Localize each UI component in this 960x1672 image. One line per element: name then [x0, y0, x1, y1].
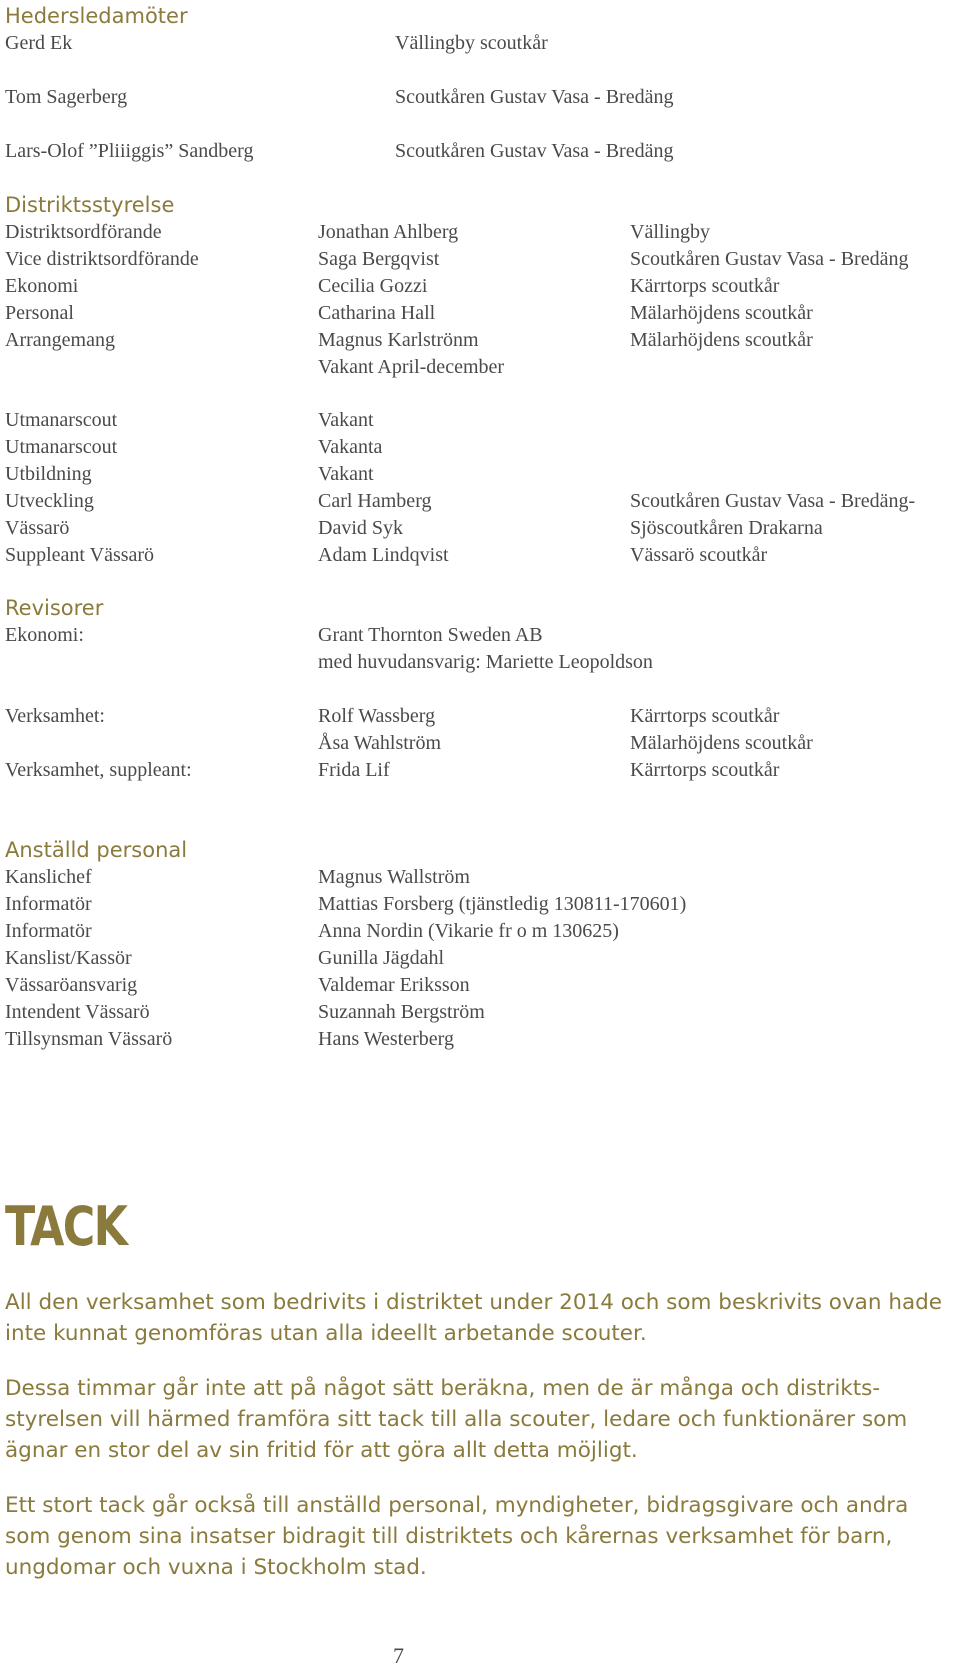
- staff-name: Mattias Forsberg (tjänstledig 130811-170601): [318, 893, 687, 915]
- board-kar: Sjöscoutkåren Drakarna: [630, 517, 823, 539]
- board-role: Ekonomi: [5, 275, 79, 297]
- auditor-name: Grant Thornton Sweden AB: [318, 624, 543, 646]
- board-role: Vice distriktsordförande: [5, 248, 199, 270]
- board-name: Jonathan Ahlberg: [318, 221, 459, 243]
- board-kar: Kärrtorps scoutkår: [630, 275, 780, 297]
- auditor-kar: Mälarhöjdens scoutkår: [630, 732, 813, 754]
- section-heading-revisorer: Revisorer: [5, 596, 104, 620]
- staff-role: Informatör: [5, 920, 92, 942]
- board-kar: Vällingby: [630, 221, 710, 243]
- board-name: Cecilia Gozzi: [318, 275, 428, 297]
- tack-paragraph-1: All den verksamhet som bedrivits i distriktet under 2014 och som beskrivits ovan hade inte kunnat genomföras utan alla ideellt arbetande scouter.: [5, 1290, 942, 1346]
- board-name: Saga Bergqvist: [318, 248, 440, 270]
- auditor-name: Åsa Wahlström: [318, 732, 442, 754]
- section-heading-hedersledamoter: Hedersledamöter: [5, 4, 188, 28]
- section-heading-distriktsstyrelse: Distriktsstyrelse: [5, 193, 175, 217]
- member-name: Tom Sagerberg: [5, 86, 128, 108]
- board-name: Vakant April-december: [318, 356, 505, 378]
- page-number: 7: [393, 1643, 404, 1668]
- board-name: Carl Hamberg: [318, 490, 432, 512]
- board-role: Personal: [5, 302, 74, 324]
- auditor-kar: Kärrtorps scoutkår: [630, 705, 780, 727]
- auditor-role: Verksamhet, suppleant:: [5, 759, 192, 781]
- auditor-kar: Kärrtorps scoutkår: [630, 759, 780, 781]
- board-role: Arrangemang: [5, 329, 115, 351]
- staff-name: Anna Nordin (Vikarie fr o m 130625): [318, 920, 619, 942]
- board-name: Catharina Hall: [318, 302, 436, 324]
- staff-role: Intendent Vässarö: [5, 1001, 150, 1023]
- board-role: Utmanarscout: [5, 436, 118, 458]
- staff-role: Kanslichef: [5, 866, 92, 888]
- tack-paragraph-2: Dessa timmar går inte att på något sätt beräkna, men de är många och distrikts-styrelsen vill härmed framföra sitt tack till alla scouter, ledare och funktionärer som ägnar en stor del av sin fritid för att göra allt detta möjligt.: [5, 1376, 908, 1463]
- board-role: Utmanarscout: [5, 409, 118, 431]
- staff-name: Gunilla Jägdahl: [318, 947, 445, 969]
- staff-name: Hans Westerberg: [318, 1028, 454, 1050]
- member-name: Gerd Ek: [5, 32, 73, 54]
- board-role: Distriktsordförande: [5, 221, 162, 243]
- board-name: David Syk: [318, 517, 403, 539]
- member-kar: Scoutkåren Gustav Vasa - Bredäng: [395, 140, 674, 162]
- staff-role: Kanslist/Kassör: [5, 947, 132, 969]
- staff-role: Tillsynsman Vässarö: [5, 1028, 173, 1050]
- member-kar: Scoutkåren Gustav Vasa - Bredäng: [395, 86, 674, 108]
- section-heading-anstalld-personal: Anställd personal: [5, 838, 188, 862]
- auditor-name: med huvudansvarig: Mariette Leopoldson: [318, 651, 653, 673]
- board-role: Suppleant Vässarö: [5, 544, 155, 566]
- staff-name: Magnus Wallström: [318, 866, 470, 888]
- board-name: Adam Lindqvist: [318, 544, 449, 566]
- auditor-role: Ekonomi:: [5, 624, 84, 646]
- board-kar: Scoutkåren Gustav Vasa - Bredäng-: [630, 490, 916, 512]
- board-role: Utbildning: [5, 463, 92, 485]
- staff-role: Vässaröansvarig: [5, 974, 138, 996]
- staff-name: Valdemar Eriksson: [318, 974, 470, 996]
- auditor-role: Verksamhet:: [5, 705, 105, 727]
- board-name: Vakanta: [318, 436, 383, 458]
- board-kar: Mälarhöjdens scoutkår: [630, 302, 813, 324]
- board-kar: Vässarö scoutkår: [630, 544, 768, 566]
- tack-heading: TACK: [5, 1195, 127, 1258]
- board-name: Magnus Karlströnm: [318, 329, 479, 351]
- board-name: Vakant: [318, 409, 374, 431]
- auditor-name: Frida Lif: [318, 759, 390, 781]
- staff-name: Suzannah Bergström: [318, 1001, 485, 1023]
- member-kar: Vällingby scoutkår: [395, 32, 548, 54]
- board-kar: Scoutkåren Gustav Vasa - Bredäng: [630, 248, 909, 270]
- staff-role: Informatör: [5, 893, 92, 915]
- auditor-name: Rolf Wassberg: [318, 705, 436, 727]
- member-name: Lars-Olof ”Pliiiggis” Sandberg: [5, 140, 254, 162]
- board-role: Utveckling: [5, 490, 94, 512]
- board-name: Vakant: [318, 463, 374, 485]
- board-role: Vässarö: [5, 517, 70, 539]
- tack-paragraph-3: Ett stort tack går också till anställd personal, myndigheter, bidragsgivare och andra som genom sina insatser bidragit till distriktets och kårernas verksamhet för barn, ungdomar och vuxna i Stockholm stad.: [5, 1493, 909, 1580]
- board-kar: Mälarhöjdens scoutkår: [630, 329, 813, 351]
